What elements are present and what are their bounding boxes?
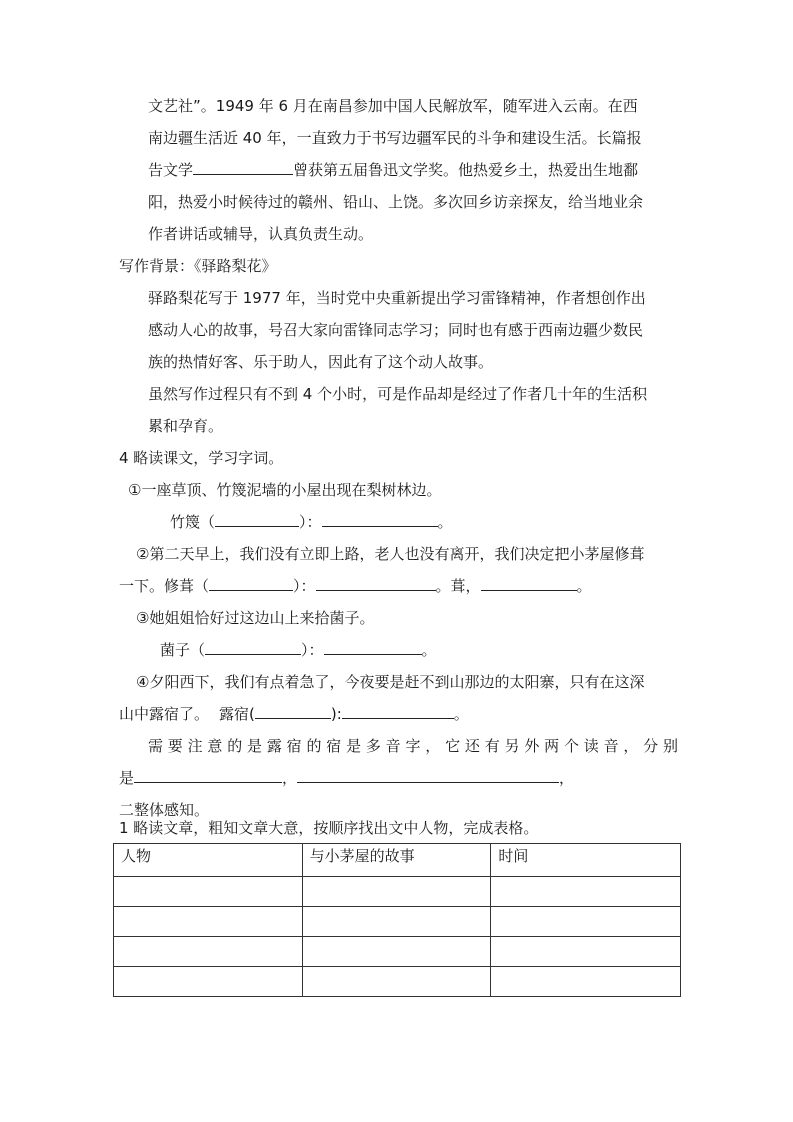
junzi-pinyin-blank[interactable]: [205, 640, 301, 655]
question-4-answer-line: 山中露宿了。 露宿( ): 。: [119, 705, 469, 723]
overall-heading: 二整体感知。: [119, 801, 210, 819]
question-2-line-1: ②第二天早上，我们没有立即上路，老人也没有离开，我们决定把小茅屋修葺: [136, 545, 645, 563]
table-cell-time[interactable]: [491, 877, 681, 907]
lusu-meaning-blank[interactable]: [342, 704, 454, 719]
qi-meaning-blank[interactable]: [481, 576, 577, 591]
table-row: [114, 937, 681, 967]
su-reading-1-blank[interactable]: [134, 768, 282, 783]
background-p2-line-1: 虽然写作过程只有不到 4 个小时，可是作品却是经过了作者几十年的生活积: [148, 385, 648, 403]
table-cell-story[interactable]: [302, 877, 491, 907]
question-4-line-1: ④夕阳西下，我们有点着急了，今夜要是赶不到山那边的太阳寨，只有在这深: [136, 673, 645, 691]
background-p1-line-3: 族的热情好客、乐于助人，因此有了这个动人故事。: [148, 353, 494, 371]
question-1-answer-line: 竹篾（ ）： 。: [170, 513, 453, 531]
bio-line-3-start: 告文学: [148, 161, 194, 179]
table-cell-character[interactable]: [114, 877, 303, 907]
background-p1-line-2: 感动人心的故事，号召大家向雷锋同志学习；同时也有感于西南边疆少数民: [148, 321, 644, 339]
xiuqi-meaning-blank[interactable]: [316, 576, 436, 591]
reportage-title-blank[interactable]: [193, 160, 293, 175]
polyphone-note-line-1: 需要注意的是露宿的宿是多音字，它还有另外两个读音，分别: [148, 737, 678, 755]
question-3: ③她姐姐恰好过这边山上来拾菌子。: [136, 609, 375, 627]
polyphone-note-line-2: 是 ， ，: [119, 769, 575, 787]
table-row: [114, 907, 681, 937]
background-heading: 写作背景：《驿路梨花》: [119, 257, 277, 275]
question-1: ①一座草顶、竹篾泥墙的小屋出现在梨树林边。: [128, 481, 442, 499]
table-cell-time[interactable]: [491, 907, 681, 937]
zhumie-meaning-blank[interactable]: [322, 512, 438, 527]
zhumie-pinyin-blank[interactable]: [215, 512, 299, 527]
table-cell-story[interactable]: [302, 937, 491, 967]
characters-table: [113, 843, 681, 997]
column-header-character: 人物: [114, 844, 303, 877]
table-header-row: [114, 844, 681, 877]
bio-line-2: 南边疆生活近 40 年，一直致力于书写边疆军民的斗争和建设生活。长篇报: [148, 129, 642, 147]
background-p2-line-2: 累和孕育。: [148, 417, 224, 435]
xiuqi-pinyin-blank[interactable]: [209, 576, 293, 591]
column-header-time: 时间: [491, 844, 681, 877]
table-cell-story[interactable]: [302, 967, 491, 997]
bio-line-3-end: 曾获第五届鲁迅文学奖。他热爱乡土，热爱出生地鄱: [293, 161, 639, 179]
bio-line-5: 作者讲话或辅导，认真负责生动。: [148, 225, 374, 243]
question-3-answer-line: 菌子（ ）： 。: [160, 641, 437, 659]
table-cell-character[interactable]: [114, 967, 303, 997]
bio-line-4: 阳，热爱小时候待过的赣州、铅山、上饶。多次回乡访亲探友，给当地业余: [148, 193, 644, 211]
bio-line-1: 文艺社”。1949 年 6 月在南昌参加中国人民解放军，随军进入云南。在西: [148, 97, 638, 115]
table-row: [114, 877, 681, 907]
table-cell-character[interactable]: [114, 907, 303, 937]
table-cell-character[interactable]: [114, 937, 303, 967]
background-p1-line-1: 驿路梨花写于 1977 年，当时党中央重新提出学习雷锋精神，作者想创作出: [148, 289, 646, 307]
table-cell-time[interactable]: [491, 967, 681, 997]
table-row: [114, 967, 681, 997]
question-2-answer-line: 一下。修葺（ ）： 。葺， 。: [119, 577, 592, 595]
lusu-pinyin-blank[interactable]: [255, 704, 331, 719]
table-cell-time[interactable]: [491, 937, 681, 967]
su-reading-2-blank[interactable]: [297, 768, 559, 783]
overall-instruction: 1 略读文章，粗知文章大意，按顺序找出文中人物，完成表格。: [119, 819, 539, 837]
words-heading: 4 略读课文，学习字词。: [119, 449, 284, 467]
table-cell-story[interactable]: [302, 907, 491, 937]
bio-line-3: [148, 160, 638, 180]
column-header-story: 与小茅屋的故事: [302, 844, 491, 877]
junzi-meaning-blank[interactable]: [324, 640, 422, 655]
